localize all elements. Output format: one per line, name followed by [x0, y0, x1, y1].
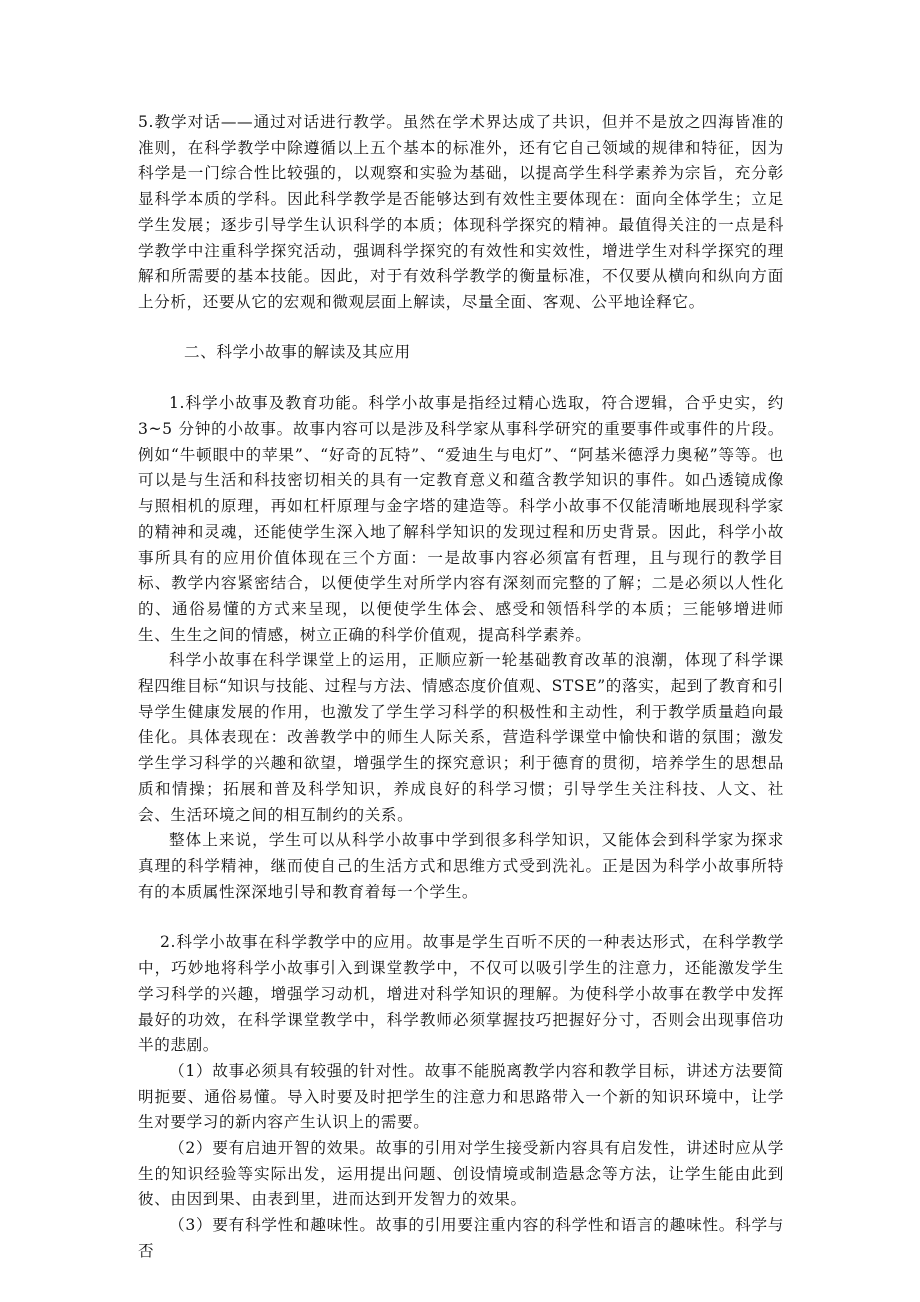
- paragraph-point-1-targeted: （1）故事必须具有较强的针对性。故事不能脱离教学内容和教学目标，讲述方法要简明扼要、通俗易懂。导入时要及时把学生的注意力和思路带入一个新的知识环境中，让学生对要学习的新内容产生认识上的需要。: [138, 1061, 784, 1132]
- paragraph-point-3-scientific-fun: （3）要有科学性和趣味性。故事的引用要注重内容的科学性和语言的趣味性。科学与否: [138, 1216, 784, 1260]
- paragraph-overall-summary: 整体上来说，学生可以从科学小故事中学到很多科学知识，又能体会到科学家为探求真理的科学精神，继而使自己的生活方式和思维方式受到洗礼。正是因为科学小故事所特有的本质属性深深地引导和教育着每一个学生。: [138, 831, 784, 901]
- section-heading-science-stories: 二、科学小故事的解读及其应用: [184, 342, 411, 361]
- paragraph-story-application: 2.科学小故事在科学教学中的应用。故事是学生百听不厌的一种表达形式，在科学教学中，巧妙地将科学小故事引入到课堂教学中，不仅可以吸引学生的注意力，还能激发学生学习科学的兴趣，增强学习动机，增进对科学知识的理解。为使科学小故事在教学中发挥最好的功效，在科学课堂教学中，科学教师必须掌握技巧把握好分寸，否则会出现事倍功半的悲剧。: [138, 933, 784, 1055]
- paragraph-point-2-inspiring: （2）要有启迪开智的效果。故事的引用对学生接受新内容具有启发性，讲述时应从学生的知识经验等实际出发，运用提出问题、创设情境或制造悬念等方法，让学生能由此到彼、由因到果、由表到里，进而达到开发智力的效果。: [138, 1139, 784, 1209]
- paragraph-teaching-dialogue: 5.教学对话——通过对话进行教学。虽然在学术界达成了共识，但并不是放之四海皆准的准则，在科学教学中除遵循以上五个基本的标准外，还有它自己领域的规律和特征，因为科学是一门综合性比较强的，以观察和实验为基础，以提高学生科学素养为宗旨，充分彰显科学本质的学科。因此科学教学是否能够达到有效性主要体现在：面向全体学生；立足学生发展；逐步引导学生认识科学的本质；体现科学探究的精神。最值得关注的一点是科学教学中注重科学探究活动，强调科学探究的有效性和实效性，增进学生对科学探究的理解和所需要的基本技能。因此，对于有效科学教学的衡量标准，不仅要从横向和纵向方面上分析，还要从它的宏观和微观层面上解读，尽量全面、客观、公平地诠释它。: [138, 113, 784, 311]
- document-page: [138, 110, 784, 1265]
- paragraph-story-education-function: 1.科学小故事及教育功能。科学小故事是指经过精心选取，符合逻辑，合乎史实，约 3~5 分钟的小故事。故事内容可以是涉及科学家从事科学研究的重要事件或事件的片段。例如“牛顿眼中的苹果”、“好奇的瓦特”、“爱迪生与电灯”、“阿基米德浮力奥秘”等等。也可以是与生活和科技密切相关的具有一定教育意义和蕴含教学知识的事件。如凸透镜成像与照相机的原理，再如杠杆原理与金字塔的建造等。科学小故事不仅能清晰地展现科学家的精神和灵魂，还能使学生深入地了解科学知识的发现过程和历史背景。因此，科学小故事所具有的应用价值体现在三个方面：一是故事内容必须富有哲理，且与现行的教学目标、教学内容紧密结合，以便使学生对所学内容有深刻而完整的了解；二是必须以人性化的、通俗易懂的方式来呈现，以便使学生体会、感受和领悟科学的本质；三能够增进师生、生生之间的情感，树立正确的科学价值观，提高科学素养。: [138, 394, 784, 644]
- paragraph-story-classroom-use: 科学小故事在科学课堂上的运用，正顺应新一轮基础教育改革的浪潮，体现了科学课程四维目标“知识与技能、过程与方法、情感态度价值观、STSE”的落实，起到了教育和引导学生健康发展的作用，也激发了学生学习科学的积极性和主动性，利于教学质量趋向最佳化。具体表现在：改善教学中的师生人际关系，营造科学课堂中愉快和谐的氛围；激发学生学习科学的兴趣和欲望，增强学生的探究意识；利于德育的贯彻，培养学生的思想品质和情操；拓展和普及科学知识，养成良好的科学习惯；引导学生关注科技、人文、社会、生活环境之间的相互制约的关系。: [138, 651, 784, 824]
